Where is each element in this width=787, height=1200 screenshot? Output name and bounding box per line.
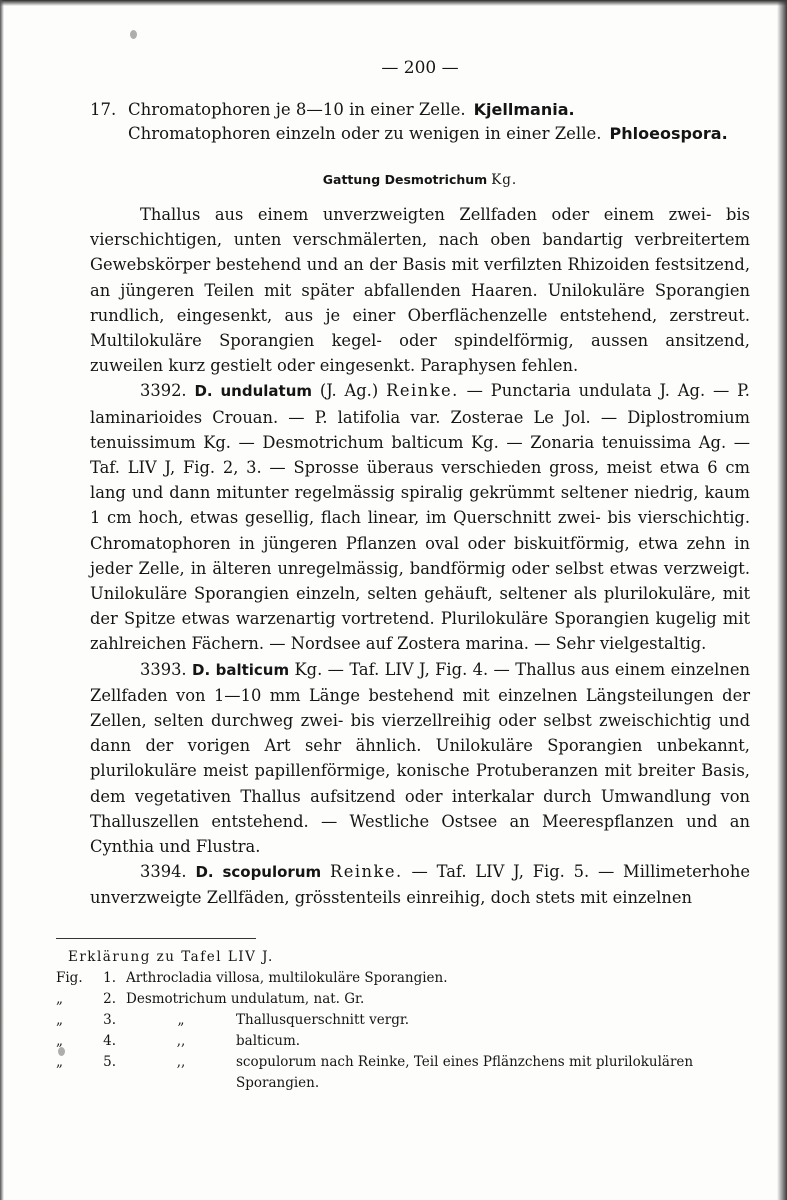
key-number: 17. bbox=[90, 100, 117, 119]
genus-description-text: Thallus aus einem unverzweigten Zellfaden oder einem zwei- bis vierschichtigen, unten verschmälerten, nach oben bandartig verbreitertem Gewebskörper bestehend und an der Basis mit verfilzten Rhizoiden festsitzend, an jüngeren Teilen mit später abfallenden Haaren. Unilokuläre Sporangien rundlich, eingesenkt, aus je einer Oberflächenzelle entstehend, zerstreut. Multilokuläre Sporangien kegel- oder spindelförmig, aussen ansitzend, zuweilen kurz gestielt oder eingesenkt. Paraphysen fehlen. bbox=[90, 205, 750, 376]
figure-row bbox=[56, 968, 696, 989]
key-line bbox=[90, 98, 750, 122]
species-text: — Taf. LIV J, Fig. 4. — Thallus aus einem einzelnen Zellfaden von 1—10 mm Länge bestehend mit einzelnen Längsteilungen der Zellen, selten durchweg zwei- bis vierzellreihig oder selbst zweischichtig und dann der vorigen Art sehr ähnlich. Unilokuläre Sporangien unbekannt, plurilokuläre meist papillenförmige, konische Protuberanzen mit breiter Basis, dem vegetativen Thallus aufsitzend oder interkalar durch Umwandlung von Thalluszellen entstehend. — Westliche Ostsee an Meerespflanzen und an Cynthia und Flustra. bbox=[90, 659, 750, 857]
figure-number: 2. bbox=[103, 991, 116, 1007]
figure-caption: Thallusquerschnitt vergr. bbox=[236, 1012, 410, 1028]
genus-description bbox=[90, 202, 750, 378]
figure-label: Fig. bbox=[56, 970, 83, 986]
figure-number: 3. bbox=[103, 1012, 116, 1028]
key-text: Chromatophoren je 8—10 in einer Zelle. bbox=[128, 100, 466, 119]
scan-edge-right bbox=[777, 0, 787, 1200]
genus-author: Kg. bbox=[491, 172, 518, 188]
species-author: Kg. bbox=[294, 659, 323, 679]
figure-caption: Arthrocladia villosa, multilokuläre Sporangien. bbox=[126, 970, 448, 986]
figure-label: „ bbox=[56, 1012, 63, 1028]
figure-caption: Desmotrichum undulatum, nat. Gr. bbox=[126, 991, 365, 1007]
figure-ditto: ,, bbox=[176, 1054, 186, 1070]
figure-caption: scopulorum nach Reinke, Teil eines Pflänzchens mit plurilokulären Sporangien. bbox=[236, 1054, 694, 1091]
figure-label: „ bbox=[56, 1033, 63, 1049]
species-author2: Reinke. bbox=[386, 381, 459, 401]
footnote-rule bbox=[56, 938, 256, 939]
key-line bbox=[90, 122, 750, 146]
species-author2: Reinke. bbox=[329, 862, 403, 882]
species-entry bbox=[90, 657, 750, 860]
plate-explanation-title: Erklärung zu Tafel LIV J. bbox=[68, 949, 274, 965]
figure-number: 4. bbox=[103, 1033, 116, 1049]
figure-number: 5. bbox=[103, 1054, 116, 1070]
figure-ditto: ,, bbox=[176, 1033, 186, 1049]
figure-label: „ bbox=[56, 1054, 63, 1070]
figure-label: „ bbox=[56, 991, 63, 1007]
scan-edge-top bbox=[0, 0, 787, 6]
figure-list bbox=[56, 968, 696, 1094]
figure-ditto: „ bbox=[177, 1012, 185, 1028]
species-number: 3392. bbox=[140, 381, 187, 401]
species-number: 3393. bbox=[140, 659, 187, 679]
genus-name: Desmotrichum bbox=[384, 172, 488, 187]
key-text: Chromatophoren einzeln oder zu wenigen in einer Zelle. bbox=[128, 124, 602, 143]
species-text: — Punctaria undulata J. Ag. — P. laminarioides Crouan. — P. latifolia var. Zosterae Le Jol. — Diplostromium tenuissimum Kg. — Desmotrichum balticum Kg. — Zonaria tenuissima Ag. — Taf. LIV J, Fig. 2, 3. — Sprosse überaus verschieden gross, meist etwa 6 cm lang und dann mitunter regelmässig spiralig gekrümmt seltener niedrig, kaum 1 cm hoch, etwas gesellig, flach linear, im Querschnitt zwei- bis vierschichtig. Chromatophoren in jüngeren Pflanzen oval oder biskuitförmig, etwa zehn in jeder Zelle, in älteren unregelmässig, bandförmig oder selbst etwas verzweigt. Unilokuläre Sporangien einzeln, selten gehäuft, seltener als plurilokuläre, mit der Spitze etwas warzenartig vortretend. Plurilokuläre Sporangien kugelig mit zahlreichen Fächern. — Nordsee auf Zostera marina. — Sehr vielgestaltig. bbox=[90, 381, 750, 654]
key-genus: Phloeospora. bbox=[609, 124, 728, 143]
species-entry bbox=[90, 859, 750, 910]
species-name: D. balticum bbox=[192, 660, 290, 679]
figure-number: 1. bbox=[103, 970, 116, 986]
species-name: D. scopulorum bbox=[195, 863, 322, 882]
figure-row bbox=[56, 989, 696, 1010]
plate-explanation bbox=[56, 938, 696, 1094]
scan-edge-left bbox=[0, 0, 4, 1200]
species-author: (J. Ag.) bbox=[319, 381, 379, 401]
species-entry bbox=[90, 378, 750, 656]
page-number: — 200 — bbox=[381, 58, 459, 78]
page-body bbox=[90, 58, 750, 911]
genus-prefix: Gattung bbox=[322, 172, 381, 187]
figure-caption: balticum. bbox=[236, 1033, 301, 1049]
figure-row bbox=[56, 1052, 696, 1094]
species-text: — Taf. LIV J, Fig. 5. — Millimeterhohe unverzweigte Zellfäden, grösstenteils einreihig, doch stets mit einzelnen bbox=[90, 862, 750, 908]
key-genus: Kjellmania. bbox=[473, 100, 575, 119]
figure-row bbox=[56, 1031, 696, 1052]
genus-heading bbox=[90, 172, 750, 188]
figure-row bbox=[56, 1010, 696, 1031]
species-number: 3394. bbox=[140, 862, 187, 882]
species-name: D. undulatum bbox=[194, 382, 313, 401]
scan-smudge bbox=[130, 30, 137, 39]
